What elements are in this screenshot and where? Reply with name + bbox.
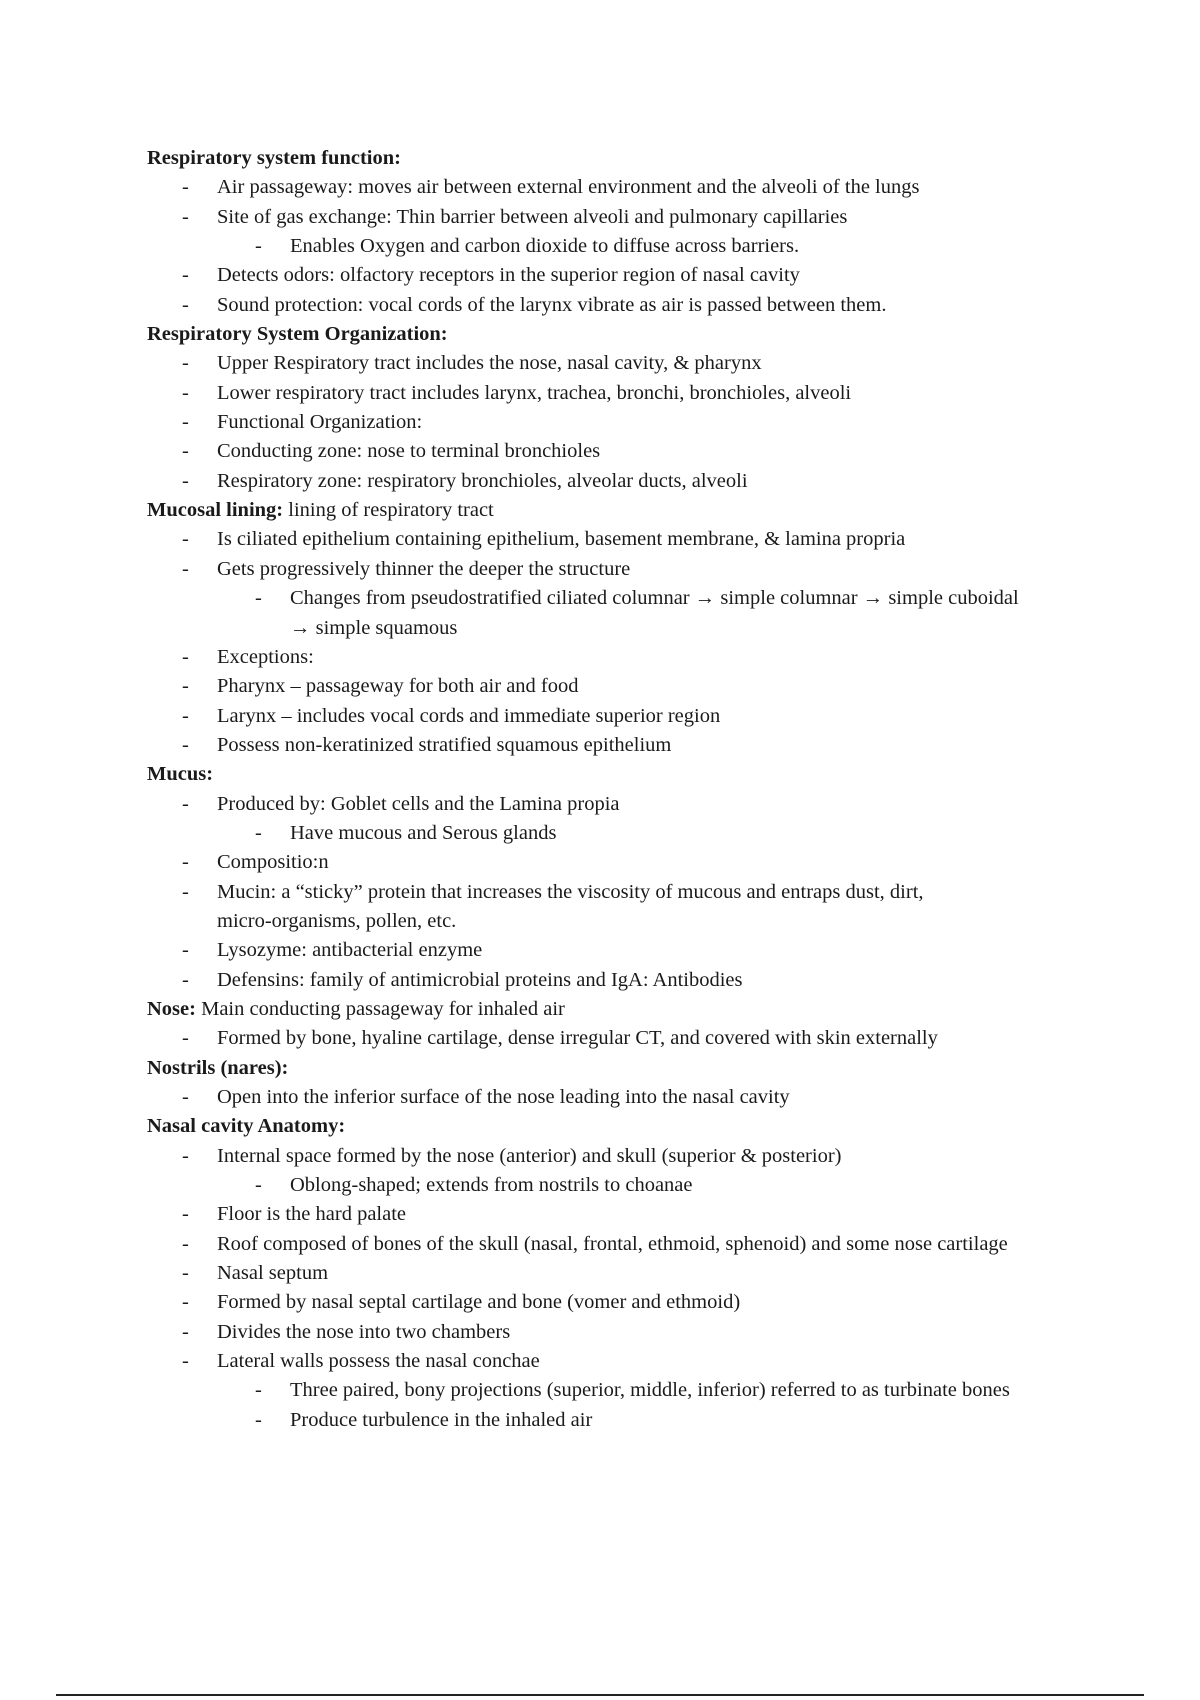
section-heading-title: Mucus: (147, 763, 214, 786)
bullet-item (147, 1318, 1147, 1347)
bullet-dash-icon: - (182, 293, 189, 316)
bullet-item (147, 1142, 1147, 1171)
bullet-dash-icon: - (182, 381, 189, 404)
bullet-dash-icon: - (182, 792, 189, 815)
bullet-text: Internal space formed by the nose (anterior) and skull (superior & posterior) (217, 1144, 842, 1167)
bullet-dash-icon: - (182, 1086, 189, 1108)
bullet-text: Floor is the hard palate (217, 1203, 407, 1226)
bullet-dash-icon: - (182, 1262, 189, 1285)
bullet-item (147, 1230, 1147, 1259)
bullet-item (147, 467, 1147, 496)
bullet-item (147, 555, 1147, 584)
bullet-dash-icon: - (182, 851, 189, 874)
bullet-text: Possess non-keratinized stratified squamous epithelium (217, 733, 672, 756)
notes-body (147, 144, 1147, 1435)
bullet-dash-icon: - (255, 587, 262, 610)
bullet-item (147, 349, 1147, 378)
bullet-text: micro-organisms, pollen, etc. (217, 909, 457, 932)
bullet-text: Formed by nasal septal cartilage and bone (vomer and ethmoid) (217, 1291, 741, 1314)
section-heading-description: Main conducting passageway for inhaled air (195, 997, 565, 1020)
bullet-dash-icon: - (182, 1203, 189, 1226)
bullet-item (147, 173, 1147, 202)
bullet-dash-icon: - (182, 528, 189, 551)
bullet-text: Changes from pseudostratified ciliated columnar → simple columnar → simple cuboidal (290, 587, 1019, 610)
bullet-text: Enables Oxygen and carbon dioxide to diffuse across barriers. (290, 235, 800, 258)
bullet-item (147, 379, 1147, 408)
bullet-dash-icon: - (255, 1408, 262, 1431)
section-heading-title: Respiratory System Organization: (147, 323, 448, 346)
section-heading (147, 144, 1147, 173)
bullet-item (147, 1376, 1147, 1405)
bullet-dash-icon: - (182, 1291, 189, 1314)
bullet-item (147, 203, 1147, 232)
bullet-text: Produced by: Goblet cells and the Lamina propia (217, 792, 620, 815)
bullet-text: Produce turbulence in the inhaled air (290, 1408, 593, 1431)
bullet-text: Oblong-shaped; extends from nostrils to choanae (290, 1174, 693, 1197)
bullet-continuation (147, 907, 1147, 936)
bullet-text: Roof composed of bones of the skull (nasal, frontal, ethmoid, sphenoid) and some nose cartilage (217, 1232, 1008, 1255)
bullet-text: Divides the nose into two chambers (217, 1320, 511, 1343)
bullet-text: Conducting zone: nose to terminal bronchioles (217, 440, 601, 463)
bullet-dash-icon: - (182, 880, 189, 903)
bullet-item (147, 672, 1147, 701)
bullet-item (147, 232, 1147, 261)
bullet-item (147, 790, 1147, 819)
bullet-dash-icon: - (182, 352, 189, 375)
bullet-item (147, 291, 1147, 320)
bullet-text: → simple squamous (290, 616, 458, 639)
bullet-dash-icon: - (182, 557, 189, 580)
bullet-item (147, 878, 1147, 907)
bullet-dash-icon: - (255, 821, 262, 844)
bullet-dash-icon: - (182, 264, 189, 287)
bullet-item (147, 1171, 1147, 1200)
bullet-text: Pharynx – passageway for both air and food (217, 675, 579, 698)
section-heading-title: Respiratory system function: (147, 147, 401, 169)
bullet-text: Mucin: a “sticky” protein that increases the viscosity of mucous and entraps dust, dirt, (217, 880, 924, 903)
bullet-item (147, 261, 1147, 290)
bullet-item (147, 1288, 1147, 1317)
bullet-dash-icon: - (182, 411, 189, 434)
bullet-text: Exceptions: (217, 645, 314, 668)
bullet-item (147, 936, 1147, 965)
bullet-dash-icon: - (182, 939, 189, 962)
bullet-item (147, 1347, 1147, 1376)
bullet-text: Site of gas exchange: Thin barrier between alveoli and pulmonary capillaries (217, 205, 848, 228)
section-heading (147, 1054, 1147, 1083)
section-heading (147, 995, 1147, 1024)
bullet-dash-icon: - (182, 205, 189, 228)
bullet-item (147, 1024, 1147, 1053)
bullet-dash-icon: - (255, 235, 262, 258)
bullet-text: Upper Respiratory tract includes the nose, nasal cavity, & pharynx (217, 352, 762, 375)
bullet-dash-icon: - (182, 733, 189, 756)
bullet-text: Air passageway: moves air between external environment and the alveoli of the lungs (217, 176, 920, 199)
bullet-text: Three paired, bony projections (superior, middle, inferior) referred to as turbinate bones (290, 1379, 1010, 1402)
bullet-text: Lateral walls possess the nasal conchae (217, 1350, 540, 1373)
bullet-text: Functional Organization: (217, 411, 423, 434)
bullet-dash-icon: - (182, 1232, 189, 1255)
bullet-dash-icon: - (182, 176, 189, 199)
bullet-item (147, 966, 1147, 995)
bullet-item (147, 1200, 1147, 1229)
bullet-text: Open into the inferior surface of the nose leading into the nasal cavity (217, 1086, 790, 1108)
bullet-item (147, 408, 1147, 437)
bullet-item (147, 1406, 1147, 1435)
bullet-item (147, 731, 1147, 760)
bullet-item (147, 643, 1147, 672)
bullet-item (147, 1259, 1147, 1288)
bullet-text: Lower respiratory tract includes larynx, trachea, bronchi, bronchioles, alveoli (217, 381, 852, 404)
bullet-text: Sound protection: vocal cords of the larynx vibrate as air is passed between them. (217, 293, 887, 316)
bullet-text: Defensins: family of antimicrobial proteins and IgA: Antibodies (217, 968, 743, 991)
bullet-continuation (147, 614, 1147, 643)
bullet-dash-icon: - (255, 1379, 262, 1402)
bullet-item (147, 525, 1147, 554)
bullet-dash-icon: - (182, 704, 189, 727)
bullet-dash-icon: - (182, 968, 189, 991)
bullet-item (147, 848, 1147, 877)
bullet-dash-icon: - (182, 1144, 189, 1167)
section-heading-title: Nostrils (nares): (147, 1056, 289, 1079)
bullet-item (147, 584, 1147, 613)
bullet-dash-icon: - (182, 469, 189, 492)
bullet-text: Formed by bone, hyaline cartilage, dense irregular CT, and covered with skin externally (217, 1027, 938, 1050)
bullet-text: Nasal septum (217, 1262, 329, 1285)
section-heading (147, 320, 1147, 349)
bullet-text: Lysozyme: antibacterial enzyme (217, 939, 483, 962)
bullet-text: Larynx – includes vocal cords and immediate superior region (217, 704, 721, 727)
bullet-dash-icon: - (182, 1320, 189, 1343)
section-heading (147, 1112, 1147, 1141)
bullet-item (147, 437, 1147, 466)
bullet-text: Detects odors: olfactory receptors in the superior region of nasal cavity (217, 264, 800, 287)
section-heading-title: Nose: (147, 997, 196, 1020)
bullet-text: Gets progressively thinner the deeper the structure (217, 557, 631, 580)
bottom-divider (56, 1694, 1144, 1696)
section-heading-description: lining of respiratory tract (283, 499, 494, 522)
bullet-dash-icon: - (182, 1027, 189, 1050)
section-heading (147, 760, 1147, 789)
section-heading (147, 496, 1147, 525)
bullet-text: Have mucous and Serous glands (290, 821, 557, 844)
section-heading-title: Mucosal lining: (147, 499, 284, 522)
bullet-item (147, 702, 1147, 731)
bullet-dash-icon: - (182, 440, 189, 463)
bullet-dash-icon: - (182, 675, 189, 698)
bullet-item (147, 1083, 1147, 1112)
bullet-dash-icon: - (255, 1174, 262, 1197)
section-heading-title: Nasal cavity Anatomy: (147, 1115, 346, 1138)
bullet-text: Respiratory zone: respiratory bronchioles, alveolar ducts, alveoli (217, 469, 748, 492)
bullet-dash-icon: - (182, 1350, 189, 1373)
bullet-dash-icon: - (182, 645, 189, 668)
bullet-text: Compositio:n (217, 851, 329, 874)
bullet-text: Is ciliated epithelium containing epithelium, basement membrane, & lamina propria (217, 528, 906, 551)
bullet-item (147, 819, 1147, 848)
